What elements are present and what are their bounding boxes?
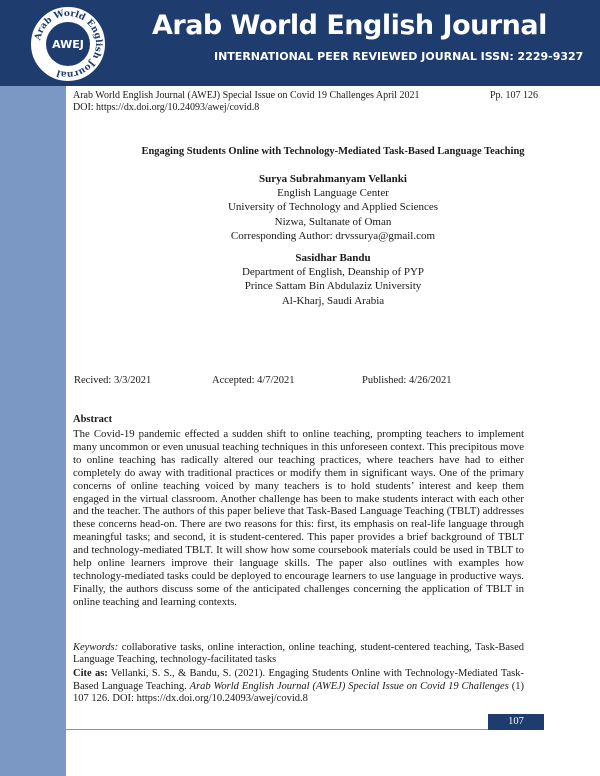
logo-ring-text: Arab World English Journal [33, 8, 104, 80]
left-sidebar-bar [0, 0, 66, 776]
keywords [73, 642, 524, 667]
author-affiliation: Prince Sattam Bin Abdulaziz University [244, 280, 422, 293]
keywords-text: collaborative tasks, online interaction, online teaching, student-centered teaching, Task-Based Language Teaching, technology-facilitated tasks [73, 642, 524, 666]
author-block-2 [66, 251, 600, 308]
abstract-text: The Covid-19 pandemic effected a sudden shift to online teaching, prompting teachers to implement many uncommon or even unusual teaching techniques in this unforeseen context. This precipitous move to online teaching has radically altered our teaching practices, where teachers have had to either completely do away with traditional practices or modify them in significant ways. One of the primary concerns of online teaching voiced by many teachers is to hold students’ interest and keep them engaged in the virtual classroom. Another challenge has been to make students interact with each other and the teacher. The authors of this paper believe that Task-Based Language Teaching (TBLT) addresses these concerns head-on. There are two reasons for this: first, its emphasis on real-life language through meaningful tasks; and second, it is student-centered. This paper provides a brief background of TBLT and technology-mediated TBLT. It will show how some coursebook materials could be used in TBLT to help online learners improve their language skills. The paper also outlines with examples how technology-mediated tasks could be deployed to encourage learners to use language in productive ways. Finally, the authors discuss some of the anticipated challenges concerning the application of TBLT in online teaching and learning contexts. [73, 428, 524, 608]
author-affiliation: Department of English, Deanship of PYP [241, 266, 425, 279]
published-date: Published: 4/26/2021 [362, 375, 452, 386]
journal-title: Arab World English Journal [152, 10, 547, 41]
author-name: Sasidhar Bandu [295, 252, 371, 264]
abstract-heading: Abstract [73, 414, 113, 425]
author-affiliation: Nizwa, Sultanate of Oman [274, 215, 392, 228]
journal-subtitle: INTERNATIONAL PEER REVIEWED JOURNAL ISSN: 2229-9327 [214, 50, 584, 63]
corresponding-author: Corresponding Author: drvssurya@gmail.com [230, 229, 436, 242]
author-block-1 [66, 172, 600, 243]
footer-rule [66, 729, 544, 730]
cite-journal: Arab World English Journal (AWEJ) Special Issue on Covid 19 Challenges [189, 680, 509, 692]
paper-title: Engaging Students Online with Technology-Mediated Task-Based Language Teaching [141, 146, 525, 157]
cite-text: Vellanki, S. S., & Bandu, S. (2021). Engaging Students Online with Technology-Mediated Task-Based Language Teaching. [73, 668, 524, 692]
cite-label: Cite as: [73, 668, 108, 679]
journal-logo [28, 4, 108, 84]
cite-tail: (1) 107 126. DOI: https://dx.doi.org/10.24093/awej/covid.8 [73, 680, 524, 705]
accepted-date: Accepted: 4/7/2021 [212, 375, 295, 386]
doi-line[interactable]: DOI: https://dx.doi.org/10.24093/awej/covid.8 [73, 102, 260, 113]
received-date: Recived: 3/3/2021 [74, 375, 152, 386]
author-affiliation: University of Technology and Applied Sciences [227, 201, 439, 214]
journal-issue-line: Arab World English Journal (AWEJ) Special Issue on Covid 19 Challenges April 2021 [73, 90, 420, 101]
journal-header [0, 0, 600, 86]
author-name: Surya Subrahmanyam Vellanki [259, 173, 407, 185]
page-number: 107 [488, 714, 544, 730]
logo-monogram: AWEJ [46, 22, 90, 66]
author-affiliation: English Language Center [277, 187, 389, 200]
keywords-label: Keywords: [73, 642, 119, 653]
citation [73, 668, 524, 706]
page-range: Pp. 107 126 [489, 90, 538, 101]
author-affiliation: Al-Kharj, Saudi Arabia [281, 294, 385, 307]
